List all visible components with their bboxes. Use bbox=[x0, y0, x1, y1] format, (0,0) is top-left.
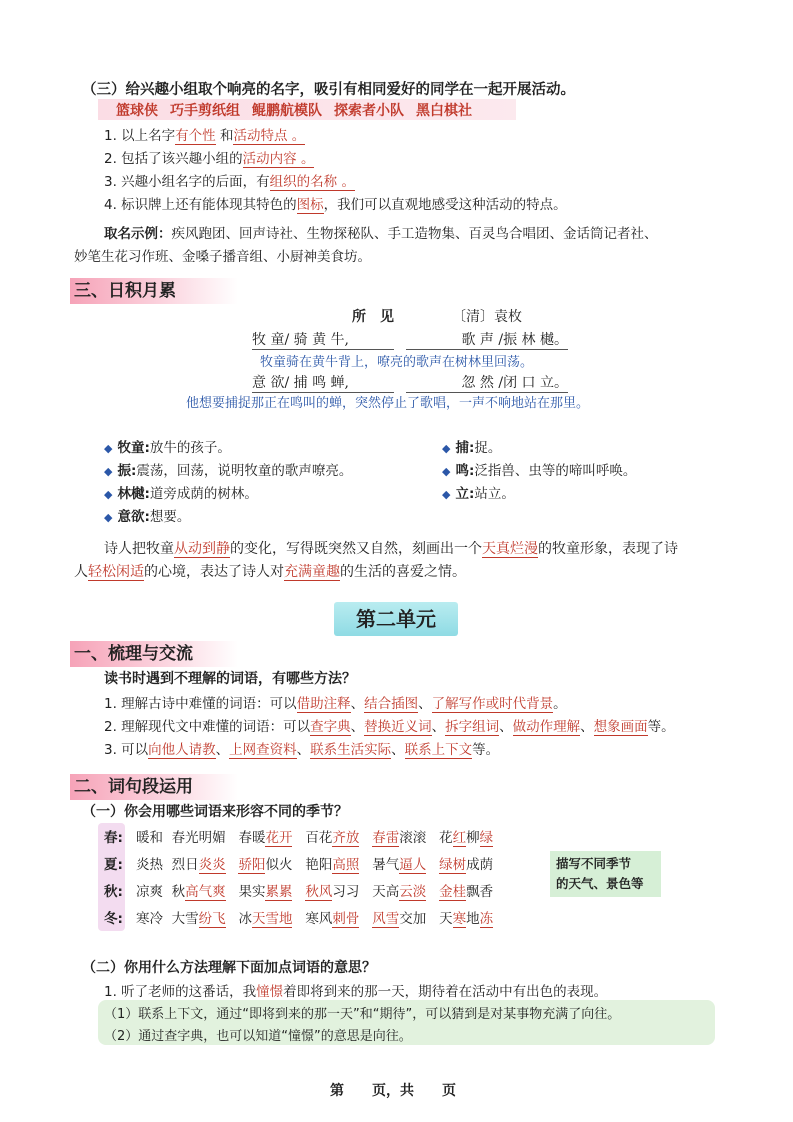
note: ◆ 捕:捉。 bbox=[442, 440, 502, 456]
poem-line: 牧 童/ 骑 黄 牛, bbox=[252, 329, 394, 350]
note: ◆ 意欲:想要。 bbox=[104, 509, 191, 525]
part3-item-1: 1. 以上名字有个性 和活动特点 。 bbox=[104, 128, 306, 144]
season-note bbox=[550, 851, 661, 897]
part3-item-2: 2. 包括了该兴趣小组的活动内容 。 bbox=[104, 151, 315, 167]
question: （一）你会用哪些词语来形容不同的季节？ bbox=[82, 804, 348, 820]
answer-line: （2）通过查字典，也可以知道“憧憬”的意思是向往。 bbox=[104, 1029, 412, 1044]
note: ◆ 振:震荡，回荡，说明牧童的歌声嘹亮。 bbox=[104, 463, 353, 479]
diamond-icon: ◆ bbox=[104, 488, 113, 501]
poem-translation: 牧童骑在黄牛背上，嘹亮的歌声在树林里回荡。 bbox=[260, 355, 534, 370]
answer: 活动特点 。 bbox=[233, 128, 306, 144]
season-label: 秋: bbox=[104, 884, 123, 900]
season-label: 春: bbox=[104, 830, 123, 846]
page-footer: 第 页，共 页 bbox=[330, 1083, 456, 1099]
question: 读书时遇到不理解的词语，有哪些方法？ bbox=[104, 671, 356, 687]
diamond-icon: ◆ bbox=[442, 465, 451, 478]
tag: 探索者小队 bbox=[334, 103, 404, 119]
method-line: 2. 理解现代文中难懂的词语：可以查字典、替换近义词、拆字组词、做动作理解、想象画面等。 bbox=[104, 719, 675, 735]
season-words: 凉爽 秋高气爽 果实累累 秋风习习 天高云淡 金桂飘香 bbox=[136, 884, 494, 900]
tag: 鲲鹏航模队 bbox=[252, 103, 322, 119]
diamond-icon: ◆ bbox=[104, 511, 113, 524]
note: ◆ 牧童:放牛的孩子。 bbox=[104, 440, 231, 456]
question: （二）你用什么方法理解下面加点词语的意思？ bbox=[82, 960, 376, 976]
answer: 有个性 bbox=[175, 128, 216, 144]
method-line: 3. 可以向他人请教、上网查资料、联系生活实际、联系上下文等。 bbox=[104, 742, 500, 758]
part3-item-3: 3. 兴趣小组名字的后面，有组织的名称 。 bbox=[104, 174, 355, 190]
tag: 巧手剪纸组 bbox=[170, 103, 240, 119]
tag: 黑白棋社 bbox=[416, 103, 472, 119]
note: ◆ 鸣:泛指兽、虫等的啼叫呼唤。 bbox=[442, 463, 637, 479]
poem-line: 歌 声 /振 林 樾。 bbox=[406, 329, 568, 350]
diamond-icon: ◆ bbox=[442, 442, 451, 455]
tag: 篮球侠 bbox=[116, 103, 158, 119]
season-words: 暖和 春光明媚 春暖花开 百花齐放 春雷滚滚 花红柳绿 bbox=[136, 830, 494, 846]
season-label: 冬: bbox=[104, 911, 123, 927]
poem-line: 忽 然 /闭 口 立。 bbox=[406, 372, 568, 393]
part3-heading: （三）给兴趣小组取个响亮的名字，吸引有相同爱好的同学在一起开展活动。 bbox=[82, 82, 575, 98]
note: ◆ 林樾:道旁成荫的树林。 bbox=[104, 486, 258, 502]
example-sentence: 1. 听了老师的这番话，我憧憬着即将到来的那一天，期待着在活动中有出色的表现。 bbox=[104, 984, 608, 1000]
diamond-icon: ◆ bbox=[104, 465, 113, 478]
section-title: 一、梳理与交流 bbox=[70, 641, 238, 667]
season-words: 寒冷 大雪纷飞 冰天雪地 寒风刺骨 风雪交加 天寒地冻 bbox=[136, 911, 494, 927]
section-title: 二、词句段运用 bbox=[70, 774, 238, 800]
diamond-icon: ◆ bbox=[104, 442, 113, 455]
section-title: 三、日积月累 bbox=[70, 278, 238, 304]
method-line: 1. 理解古诗中难懂的词语：可以借助注释、结合插图、了解写作或时代背景。 bbox=[104, 696, 567, 712]
part3-item-4: 4. 标识牌上还有能体现其特色的图标，我们可以直观地感受这种活动的特点。 bbox=[104, 197, 567, 213]
diamond-icon: ◆ bbox=[442, 488, 451, 501]
poem-analysis: 诗人把牧童从动到静的变化，写得既突然又自然，刻画出一个天真烂漫的牧童形象，表现了诗 bbox=[104, 541, 678, 557]
naming-example-cont: 妙笔生花习作班、金嗓子播音组、小厨神美食坊。 bbox=[74, 249, 371, 265]
season-words: 炎热 烈日炎炎 骄阳似火 艳阳高照 暑气逼人 绿树成荫 bbox=[136, 857, 494, 873]
poem-analysis-cont: 人轻松闲适的心境，表达了诗人对充满童趣的生活的喜爱之情。 bbox=[74, 564, 466, 580]
poem-author: 〔清〕袁枚 bbox=[452, 309, 522, 325]
poem-title: 所 见 bbox=[352, 309, 394, 325]
answer: 组织的名称 bbox=[269, 174, 338, 190]
poem-line: 意 欲/ 捕 鸣 蝉, bbox=[252, 372, 394, 393]
poem-translation: 他想要捕捉那正在鸣叫的蝉，突然停止了歌唱，一声不响地站在那里。 bbox=[186, 396, 590, 411]
note: ◆ 立:站立。 bbox=[442, 486, 515, 502]
naming-example: 取名示例：疾风跑团、回声诗社、生物探秘队、手工造物集、百灵鸟合唱团、金话筒记者社、 bbox=[104, 226, 658, 242]
season-label: 夏: bbox=[104, 857, 123, 873]
season-note-line: 的天气、景色等 bbox=[556, 876, 644, 891]
answer: 活动内容 。 bbox=[242, 151, 315, 167]
answer: 图标 bbox=[296, 197, 324, 213]
answer-line: （1）联系上下文，通过“即将到来的那一天”和“期待”，可以猜到是对某事物充满了向往。 bbox=[104, 1007, 621, 1022]
name-tags bbox=[116, 100, 484, 120]
season-note-line: 描写不同季节 bbox=[556, 856, 632, 871]
unit-title: 第二单元 bbox=[334, 602, 458, 636]
